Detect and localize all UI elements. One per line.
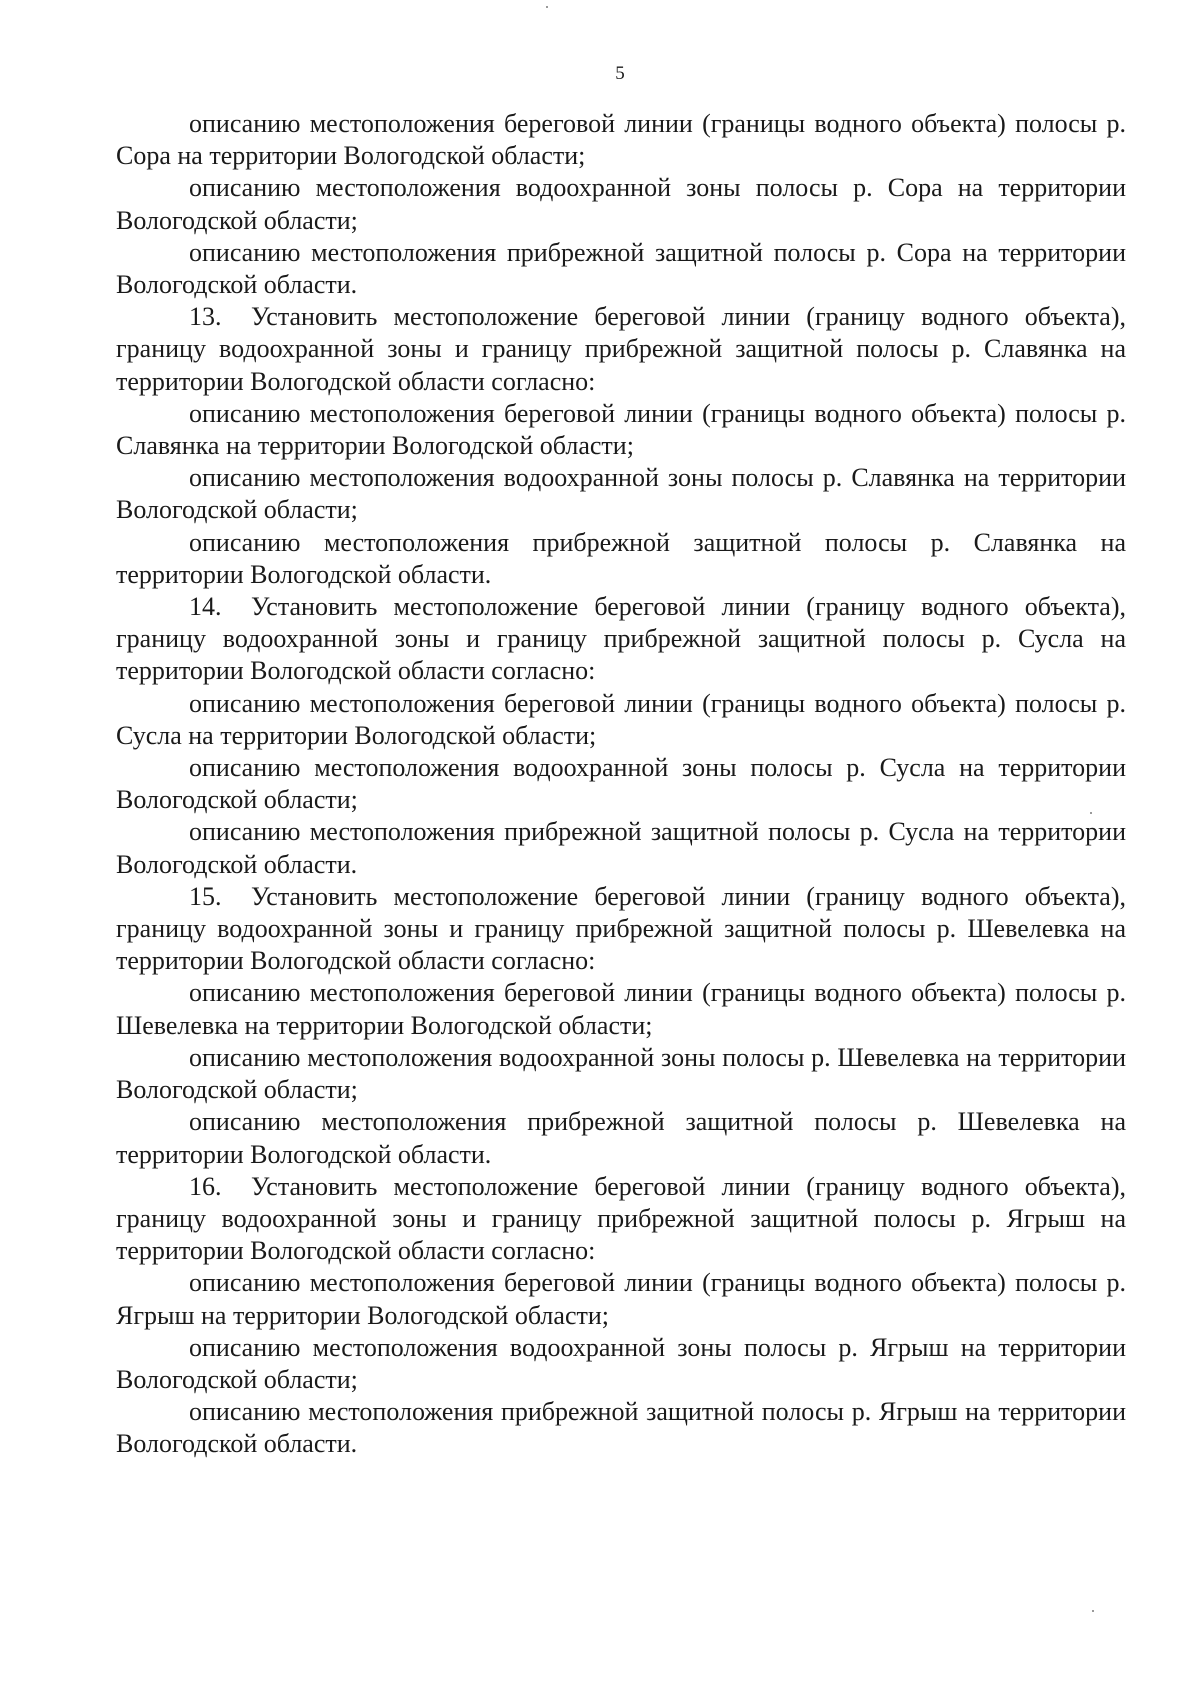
paragraph-text: описанию местоположения береговой линии (границы водного объекта) полосы р. Славянка на территории Вологодской области; <box>116 398 1126 461</box>
paragraph-text: описанию местоположения водоохранной зоны полосы р. Шевелевка на территории Вологодской области; <box>116 1042 1126 1105</box>
item-number: 13. <box>189 302 222 332</box>
subparagraph <box>116 527 1126 591</box>
document-body <box>116 108 1126 1461</box>
subparagraph <box>116 816 1126 880</box>
numbered-item <box>116 591 1126 688</box>
subparagraph <box>116 108 1126 172</box>
subparagraph <box>116 172 1126 236</box>
subparagraph <box>116 1042 1126 1106</box>
paragraph-text: описанию местоположения береговой линии (границы водного объекта) полосы р. Ягрыш на территории Вологодской области; <box>116 1268 1126 1330</box>
subparagraph <box>116 1106 1126 1170</box>
paragraph-text: описанию местоположения береговой линии (границы водного объекта) полосы р. Сора на территории Вологодской области; <box>116 109 1126 171</box>
scan-speck <box>1092 1610 1094 1612</box>
paragraph-text: Установить местоположение береговой линии (границу водного объекта), границу водоохранной зоны и границу прибрежной защитной полосы р. Ягрыш на территории Вологодской области согласно: <box>116 1171 1126 1266</box>
paragraph-text: описанию местоположения прибрежной защитной полосы р. Шевелевка на территории Вологодской области. <box>116 1107 1126 1169</box>
paragraph-text: описанию местоположения водоохранной зоны полосы р. Сора на территории Вологодской области; <box>116 173 1126 235</box>
subparagraph <box>116 977 1126 1041</box>
subparagraph <box>116 462 1126 526</box>
numbered-item <box>116 301 1126 398</box>
subparagraph <box>116 398 1126 462</box>
subparagraph <box>116 688 1126 752</box>
paragraph-text: описанию местоположения береговой линии (границы водного объекта) полосы р. Сусла на территории Вологодской области; <box>116 688 1126 750</box>
paragraph-text: описанию местоположения прибрежной защитной полосы р. Славянка на территории Вологодской области. <box>116 527 1126 589</box>
subparagraph <box>116 237 1126 301</box>
paragraph-text: описанию местоположения прибрежной защитной полосы р. Сора на территории Вологодской области. <box>116 237 1126 300</box>
subparagraph <box>116 1332 1126 1396</box>
numbered-item <box>116 1171 1126 1268</box>
paragraph-text: описанию местоположения водоохранной зоны полосы р. Славянка на территории Вологодской области; <box>116 463 1126 525</box>
paragraph-text: описанию местоположения прибрежной защитной полосы р. Сусла на территории Вологодской области. <box>116 817 1126 879</box>
page-number: 5 <box>615 63 625 84</box>
subparagraph <box>116 752 1126 816</box>
scan-speck <box>1090 812 1092 814</box>
paragraph-text: описанию местоположения береговой линии (границы водного объекта) полосы р. Шевелевка на территории Вологодской области; <box>116 978 1126 1040</box>
paragraph-text: Установить местоположение береговой линии (границу водного объекта), границу водоохранной зоны и границу прибрежной защитной полосы р. Шевелевка на территории Вологодской области согласно: <box>116 881 1126 976</box>
item-number: 16. <box>189 1171 222 1201</box>
paragraph-text: Установить местоположение береговой линии (границу водного объекта), границу водоохранной зоны и границу прибрежной защитной полосы р. Сусла на территории Вологодской области согласно: <box>116 592 1126 686</box>
subparagraph <box>116 1267 1126 1331</box>
paragraph-text: описанию местоположения водоохранной зоны полосы р. Сусла на территории Вологодской области; <box>116 753 1126 815</box>
item-number: 14. <box>189 592 222 622</box>
item-number: 15. <box>189 881 222 911</box>
paragraph-text: Установить местоположение береговой линии (границу водного объекта), границу водоохранной зоны и границу прибрежной защитной полосы р. Славянка на территории Вологодской области согласно: <box>116 302 1126 396</box>
subparagraph <box>116 1396 1126 1460</box>
paragraph-text: описанию местоположения прибрежной защитной полосы р. Ягрыш на территории Вологодской области. <box>116 1397 1126 1459</box>
scan-speck <box>546 6 548 8</box>
numbered-item <box>116 881 1126 978</box>
paragraph-text: описанию местоположения водоохранной зоны полосы р. Ягрыш на территории Вологодской области; <box>116 1332 1126 1394</box>
